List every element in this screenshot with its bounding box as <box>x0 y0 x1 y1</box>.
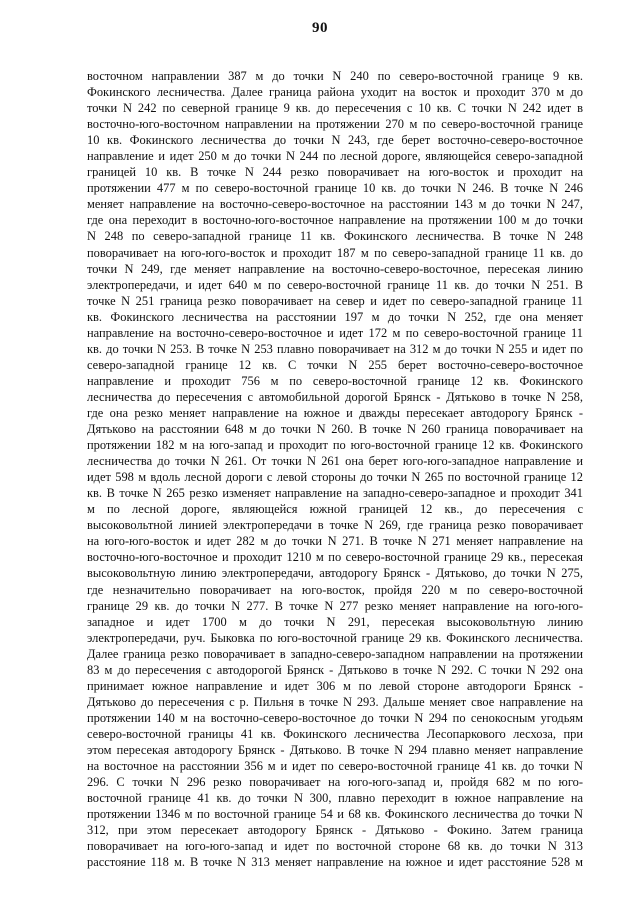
text-line: поворачивает на юго-юго-запад и идет по восточной стороне 68 кв. до точки N 313 <box>87 839 583 854</box>
text-line: на восточное на расстоянии 356 м и идет по северо-восточной границе 41 кв. до точки N <box>87 759 583 774</box>
text-line: на юго-юго-восток и идет 282 м до точки N 271. В точке N 271 меняет направление на <box>87 534 583 549</box>
text-line: принимает южное направление и идет 306 м по левой стороне автодороги Брянск - <box>87 678 583 693</box>
text-line: кв. до точки N 253. В точке N 253 плавно поворачивает на 312 м до точки N 255 и идет по <box>87 341 583 356</box>
text-line: восточной границе 41 кв. до точки N 300, плавно переходит в южное направление на <box>87 791 583 806</box>
text-line: протяжении 477 м по северо-восточной границе 10 кв. до точки N 246. В точке N 246 <box>87 181 583 196</box>
text-line: электропередачи, и идет 640 м по северо-восточной границе 11 кв. до точки N 251. В <box>87 277 583 292</box>
text-line: Дятьково на расстоянии 648 м до точки N 260. В точке N 260 граница поворачивает на <box>87 422 583 437</box>
text-line: восточно-юго-восточном направлении на протяжении 270 м по северо-восточной границе <box>87 117 583 132</box>
text-line: направление на восточно-северо-восточное и идет 172 м по северо-восточной границе 11 <box>87 325 583 340</box>
text-line: северо-западной границе 12 кв. С точки N 255 берет восточно-северо-восточное <box>87 357 583 372</box>
text-line: Дятьково до пересечения с р. Пильня в точке N 293. Дальше меняет свое направление на <box>87 694 583 709</box>
text-line: 83 м до пересечения с автодорогой Брянск - Дятьково в точке N 292. С точки N 292 она <box>87 662 583 677</box>
text-line: высоковольтной линией электропередачи в точке N 269, где граница резко поворачивает <box>87 518 583 533</box>
text-line: границей 10 кв. В точке N 244 резко поворачивает на юго-восток и проходит на <box>87 165 583 180</box>
text-line: направление и проходит 756 м по северо-восточной границе 12 кв. Фокинского <box>87 373 583 388</box>
text-line: кв. Фокинского лесничества на расстоянии 197 м до точки N 252, где она меняет <box>87 309 583 324</box>
text-line: идет 598 м вдоль лесной дороги с левой стороны до точки N 265 по восточной границе 12 <box>87 470 583 485</box>
text-line: высоковольтную линию электропередачи, автодорогу Брянск - Дятьково, до точки N 275, <box>87 566 583 581</box>
text-line: северо-восточной границы 41 кв. Фокинского лесничества Лесопаркового лесхоза, при <box>87 726 583 741</box>
text-line: 10 кв. Фокинского лесничества до точки N 243, где берет восточно-северо-восточное <box>87 133 583 148</box>
text-line: точки N 242 по северной границе 9 кв. до пересечения с 10 кв. С точки N 242 идет в <box>87 101 583 116</box>
text-line: поворачивает на юго-юго-восток и проходит 187 м по северо-западной границе 11 кв. до <box>87 245 583 260</box>
text-line: электропередачи, руч. Быковка по юго-восточной границе 29 кв. Фокинского лесничества. <box>87 630 583 645</box>
text-line: направление и идет 250 м до точки N 244 по лесной дороге, являющейся северо-западной <box>87 149 583 164</box>
text-line: м по лесной дороге, являющейся южной границей 12 кв., до пересечения с <box>87 502 583 517</box>
text-line: N 248 по северо-западной границе 11 кв. Фокинского лесничества. В точке N 248 <box>87 229 583 244</box>
text-line: лесничества до точки N 261. От точки N 261 она берет юго-юго-западное направление и <box>87 454 583 469</box>
text-line: где она переходит в восточно-юго-восточное направление на протяжении 100 м до точки <box>87 213 583 228</box>
text-line: восточном направлении 387 м до точки N 240 по северо-восточной границе 9 кв. <box>87 69 583 83</box>
text-line: восточно-юго-восточное и проходит 1210 м по северо-восточной границе 29 кв., пересекая <box>87 550 583 565</box>
text-line: этом пересекая автодорогу Брянск - Дятьково. В точке N 294 плавно меняет направление <box>87 742 583 757</box>
text-line: 296. С точки N 296 резко поворачивает на юго-юго-запад и, пройдя 682 м по юго- <box>87 775 583 790</box>
text-line: точке N 251 граница резко поворачивает на север и идет по северо-западной границе 11 <box>87 293 583 308</box>
text-line: западное и идет 1700 м до точки N 291, пересекая высоковольтную линию <box>87 614 583 629</box>
body-text <box>87 68 583 870</box>
text-line: границе 29 кв. до точки N 277. В точке N 277 резко меняет направление на юго-юго- <box>87 598 583 613</box>
text-line: Далее граница резко поворачивает в западно-северо-западном направлении на протяжении <box>87 646 583 661</box>
text-line: расстояние 118 м. В точке N 313 меняет направление на южное и идет расстояние 528 м <box>87 855 583 870</box>
text-line: лесничества до пересечения с автомобильной дорогой Брянск - Дятьково в точке N 258, <box>87 389 583 404</box>
text-line: 312, при этом пересекает автодорогу Брянск - Дятьково - Фокино. Затем граница <box>87 823 583 838</box>
page-number: 90 <box>312 20 328 36</box>
text-line: Фокинского лесничества. Далее граница района уходит на восток и проходит 370 м до <box>87 85 583 100</box>
text-line: точки N 249, где меняет направление на восточно-северо-восточное, пересекая линию <box>87 261 583 276</box>
text-line: протяжении 1346 м по восточной границе 54 и 68 кв. Фокинского лесничества до точки N <box>87 807 583 822</box>
text-line: протяжении 182 м на юго-запад и проходит по юго-восточной границе 12 кв. Фокинского <box>87 438 583 453</box>
text-line: протяжении 140 м на восточно-северо-восточное до точки N 294 по сенокосным угодьям <box>87 710 583 725</box>
text-line: где она резко меняет направление на южное и дважды пересекает автодорогу Брянск - <box>87 405 583 420</box>
text-line: где незначительно поворачивает на юго-восток, пройдя 220 м по северо-восточной <box>87 582 583 597</box>
text-line: кв. В точке N 265 резко изменяет направление на западно-северо-западное и проходит 341 <box>87 486 583 501</box>
text-line: меняет направление на восточно-северо-восточное на расстоянии 143 м до точки N 247, <box>87 197 583 212</box>
